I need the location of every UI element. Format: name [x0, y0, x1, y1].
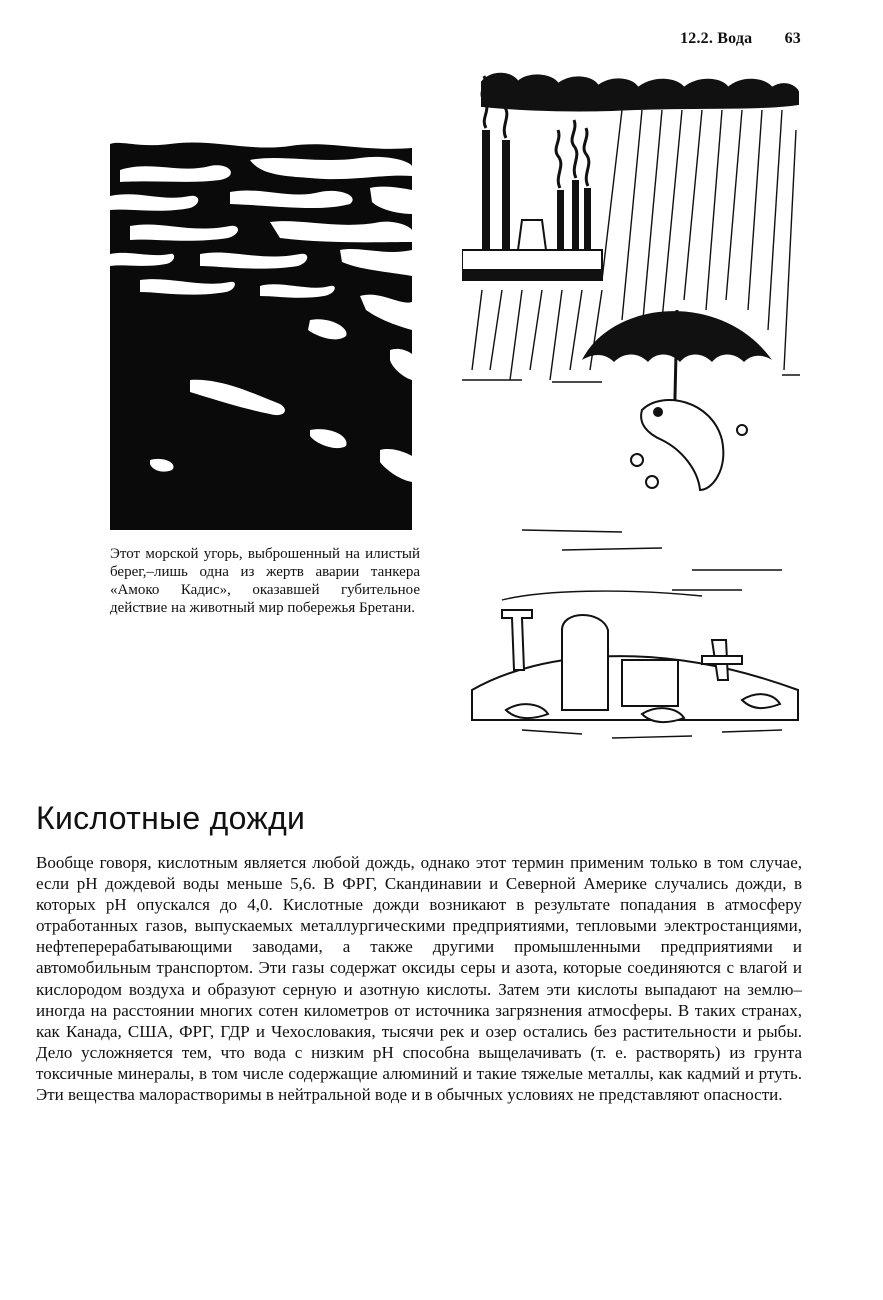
figure-caption: Этот морской угорь, выброшенный на илистый берег,–лишь одна из жертв аварии танкера «Амоко Кадис», оказавшей губительное действие на животный мир побережья Бретани. [110, 546, 420, 616]
running-head [680, 30, 801, 48]
cloud-icon [482, 74, 798, 111]
eel-photo-graphic [110, 130, 412, 530]
acid-rain-drawing [462, 70, 800, 750]
page-number: 63 [784, 30, 801, 47]
acid-rain-illustration [462, 70, 800, 750]
section-title: Кислотные дожди [36, 800, 306, 836]
graveyard-drawing [472, 610, 798, 722]
section-label: 12.2. Вода [680, 30, 753, 47]
eel-photo [110, 130, 412, 530]
fish-icon [631, 400, 747, 490]
section-body: Вообще говоря, кислотным является любой дождь, однако этот термин применим только в том случае, если pH дождевой воды меньше 5,6. В ФРГ, Скандинавии и Северной Америке случались дожди, в которых pH опускался до 4,0. Кислотные дожди возникают в результате попадания в атмосферу отработанных газов, выпускаемых металлургическими предприятиями, тепловыми электростанциями, нефтеперерабатывающими заводами, а также другими промышленными предприятиями и автомобильным транспортом. Эти газы содержат оксиды серы и азота, которые соединяются с влагой и кислородом воздуха и образуют серную и азотную кислоты. Затем эти кислоты выпадают на землю–иногда на расстоянии многих сотен километров от источника загрязнения атмосферы. В таких странах, как Канада, США, ФРГ, ГДР и Чехословакия, тысячи рек и озер остались без растительности и рыбы. Дело усложняется тем, что вода с низким pH способна выщелачивать (т. е. растворять) из грунта токсичные минералы, в том числе содержащие алюминий и такие тяжелые металлы, как кадмий и ртуть. Эти вещества малорастворимы в нейтральной воде и в обычных условиях не представляют опасности. [36, 853, 802, 1105]
